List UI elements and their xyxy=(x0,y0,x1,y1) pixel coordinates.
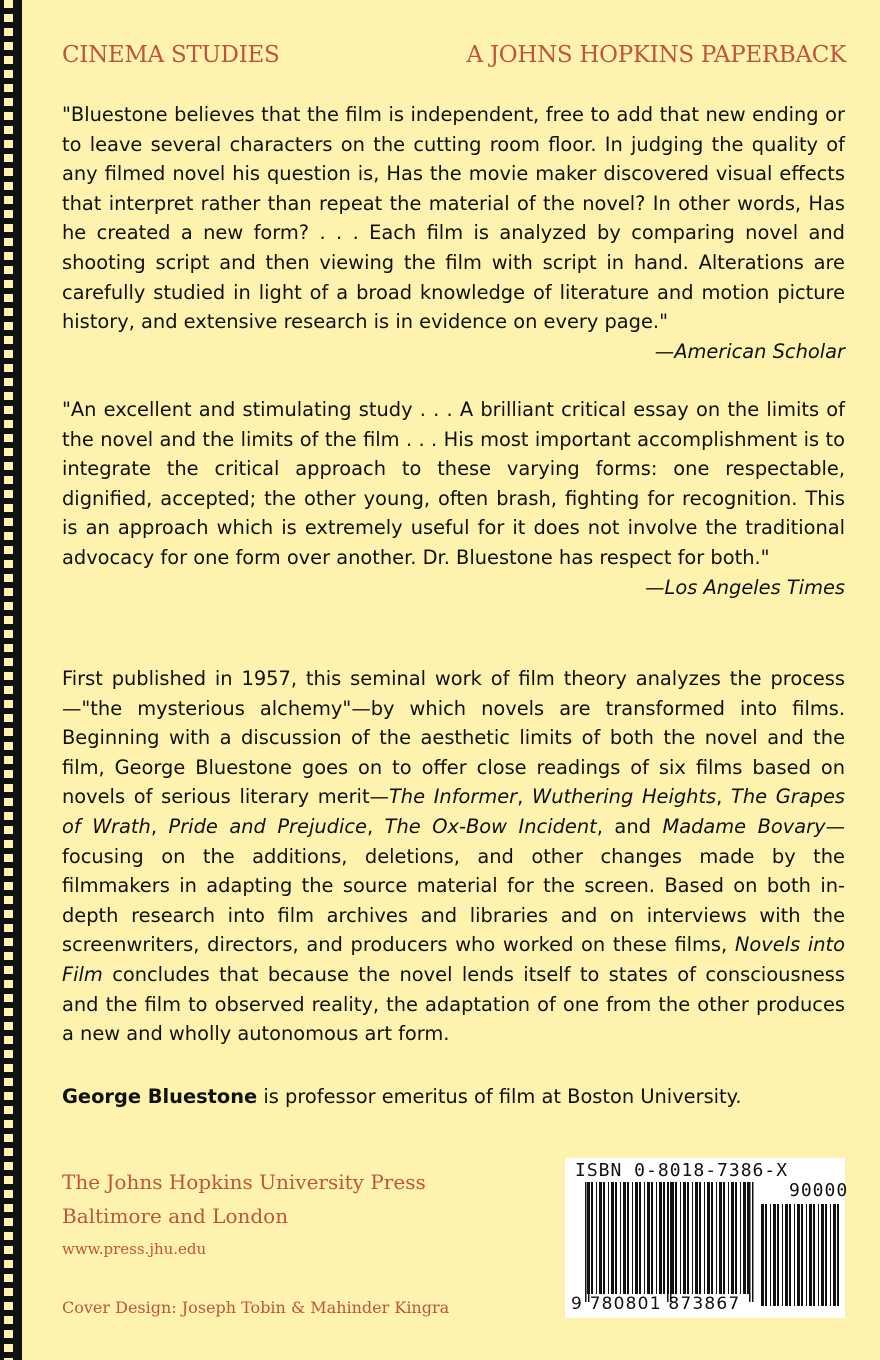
film-title: The Grapes of Wrath xyxy=(62,785,845,838)
publisher-city: Baltimore and London xyxy=(62,1204,289,1228)
cover-design-credit: Cover Design: Joseph Tobin & Mahinder Kingra xyxy=(62,1298,450,1317)
barcode-bar xyxy=(735,1182,737,1294)
barcode-bar xyxy=(821,1204,824,1306)
review-quote-1 xyxy=(62,100,845,366)
barcode-bar xyxy=(704,1182,705,1294)
film-title: Madame Bovary xyxy=(662,814,826,838)
barcode-bar xyxy=(699,1182,701,1294)
author-bio-text: is professor emeritus of film at Boston University. xyxy=(257,1085,742,1108)
barcode-guard-bar xyxy=(749,1182,751,1302)
barcode-bar xyxy=(801,1204,803,1306)
series-label: CINEMA STUDIES xyxy=(62,42,280,68)
barcode-bar xyxy=(818,1204,819,1306)
barcode-guard-bar xyxy=(588,1182,590,1302)
review-attribution: —American Scholar xyxy=(654,339,845,363)
barcode-bar xyxy=(608,1182,609,1294)
barcode-bar xyxy=(777,1204,779,1306)
separator: , xyxy=(716,785,732,809)
barcode-panel xyxy=(565,1158,849,1318)
film-title: Wuthering Heights xyxy=(532,785,717,809)
review-attribution: —Los Angeles Times xyxy=(645,575,845,599)
barcode-bar xyxy=(837,1204,839,1306)
film-title: Pride and Prejudice xyxy=(168,814,367,838)
author-bio xyxy=(62,1082,845,1112)
barcode-guard-bar xyxy=(585,1182,587,1302)
barcode-bar xyxy=(599,1182,602,1294)
review-quote-text: "An excellent and stimulating study . . . A brilliant critical essay on the limits of the novel and the limits of the film . . . His most important accomplishment is to integrate the critical approach to these varying forms: one respectable, dignified, accepted; the other young, often brash, fighting for recognition. This is an approach which is extremely useful for it does not involve the traditional advocacy for one form over another. Dr. Bluestone has respect for both." xyxy=(62,398,845,569)
barcode-bar xyxy=(711,1182,713,1294)
price-code: 90000 xyxy=(789,1180,849,1201)
barcode-bar xyxy=(659,1182,662,1294)
book-description xyxy=(62,664,845,1049)
barcode-bar xyxy=(813,1204,815,1306)
barcode-bar xyxy=(635,1182,638,1294)
barcode-guard-bar xyxy=(752,1182,754,1302)
book-title: Novels into Film xyxy=(62,933,846,986)
isbn-number: ISBN 0-8018-7386-X xyxy=(575,1160,789,1181)
barcode-bar xyxy=(806,1204,807,1306)
publisher-name: The Johns Hopkins University Press xyxy=(62,1170,426,1194)
barcode-bar xyxy=(620,1182,621,1294)
barcode-bar xyxy=(683,1182,686,1294)
barcode-bar xyxy=(743,1182,746,1294)
barcode-bar xyxy=(747,1182,749,1294)
description-text: concludes that because the novel lends itself to states of consciousness and the film to observed reality, the adaptation of one from the other produces a new and wholly autonomous art form. xyxy=(62,962,845,1046)
barcode-bar xyxy=(632,1182,633,1294)
barcode-bar xyxy=(639,1182,641,1294)
barcode-bar xyxy=(663,1182,665,1294)
film-strip-border xyxy=(0,0,22,1360)
barcode-bar xyxy=(596,1182,597,1294)
barcode-bar xyxy=(656,1182,657,1294)
imprint-label: A JOHNS HOPKINS PAPERBACK xyxy=(466,42,846,68)
barcode-bar xyxy=(687,1182,689,1294)
barcode-bar xyxy=(647,1182,650,1294)
barcode-bar xyxy=(707,1182,710,1294)
barcode-bar xyxy=(623,1182,626,1294)
film-sprocket-holes xyxy=(4,0,13,1360)
barcode-bar xyxy=(789,1204,791,1306)
barcode-bar xyxy=(692,1182,693,1294)
review-quote-2 xyxy=(62,395,845,602)
film-title: The Informer xyxy=(388,785,518,809)
publisher-url: www.press.jhu.edu xyxy=(62,1240,207,1258)
barcode-bar xyxy=(794,1204,795,1306)
separator: , xyxy=(517,785,533,809)
barcode-bar xyxy=(728,1182,729,1294)
barcode-bar xyxy=(782,1204,783,1306)
barcode-bar xyxy=(731,1182,734,1294)
barcode-bar xyxy=(830,1204,831,1306)
barcode-bar xyxy=(797,1204,800,1306)
review-quote-text: "Bluestone believes that the film is independent, free to add that new ending or to leave several characters on the cutting room floor. In judging the quality of any filmed novel his question is, Has the movie maker discovered visual effects that interpret rather than repeat the material of the novel? In other words, Has he created a new form? . . . Each film is analyzed by comparing novel and shooting script and then viewing the film with script in hand. Alterations are carefully studied in light of a broad knowledge of literature and motion picture history, and extensive research is in evidence on every page." xyxy=(62,103,845,334)
barcode-bar xyxy=(603,1182,605,1294)
barcode-bar xyxy=(765,1204,767,1306)
barcode-bar xyxy=(611,1182,614,1294)
barcode-bar xyxy=(644,1182,645,1294)
barcode-bar xyxy=(615,1182,617,1294)
barcode-bar xyxy=(833,1204,836,1306)
barcode-bar xyxy=(695,1182,698,1294)
film-strip-edge xyxy=(15,0,22,1360)
separator: , xyxy=(150,814,169,838)
barcode-guard-bar xyxy=(670,1182,672,1302)
barcode-bar xyxy=(761,1204,764,1306)
barcode-bar xyxy=(825,1204,827,1306)
barcode-bar xyxy=(773,1204,776,1306)
barcode-bar xyxy=(770,1204,771,1306)
barcode-bar xyxy=(716,1182,717,1294)
barcode-bar xyxy=(591,1182,593,1294)
barcode-bar xyxy=(680,1182,681,1294)
separator: , xyxy=(366,814,385,838)
barcode-bar xyxy=(723,1182,725,1294)
film-title: The Ox-Bow Incident xyxy=(384,814,597,838)
barcode-bar xyxy=(740,1182,741,1294)
barcode-bar xyxy=(785,1204,788,1306)
author-name: George Bluestone xyxy=(62,1085,258,1108)
barcode-bar xyxy=(809,1204,812,1306)
barcode-bar xyxy=(675,1182,677,1294)
separator: , and xyxy=(596,814,663,838)
barcode-bar xyxy=(651,1182,653,1294)
description-text: —focusing on the additions, deletions, and other changes made by the filmmakers in adapting the source material for the screen. Based on both in-depth research into film archives and libraries and on interviews with the screenwriters, directors, and producers who worked on these films, xyxy=(62,814,845,957)
barcode-guard-bar xyxy=(667,1182,669,1302)
description-text: First published in 1957, this seminal work of film theory analyzes the process—"the mysterious alchemy"—by which novels are transformed into films. Beginning with a discussion of the aesthetic limits of both the novel and the film, George Bluestone goes on to offer close readings of six films based on novels of serious literary merit— xyxy=(62,667,845,809)
barcode-bar xyxy=(719,1182,722,1294)
ean-number: 9 780801 873867 xyxy=(571,1294,741,1314)
barcode-bar xyxy=(627,1182,629,1294)
